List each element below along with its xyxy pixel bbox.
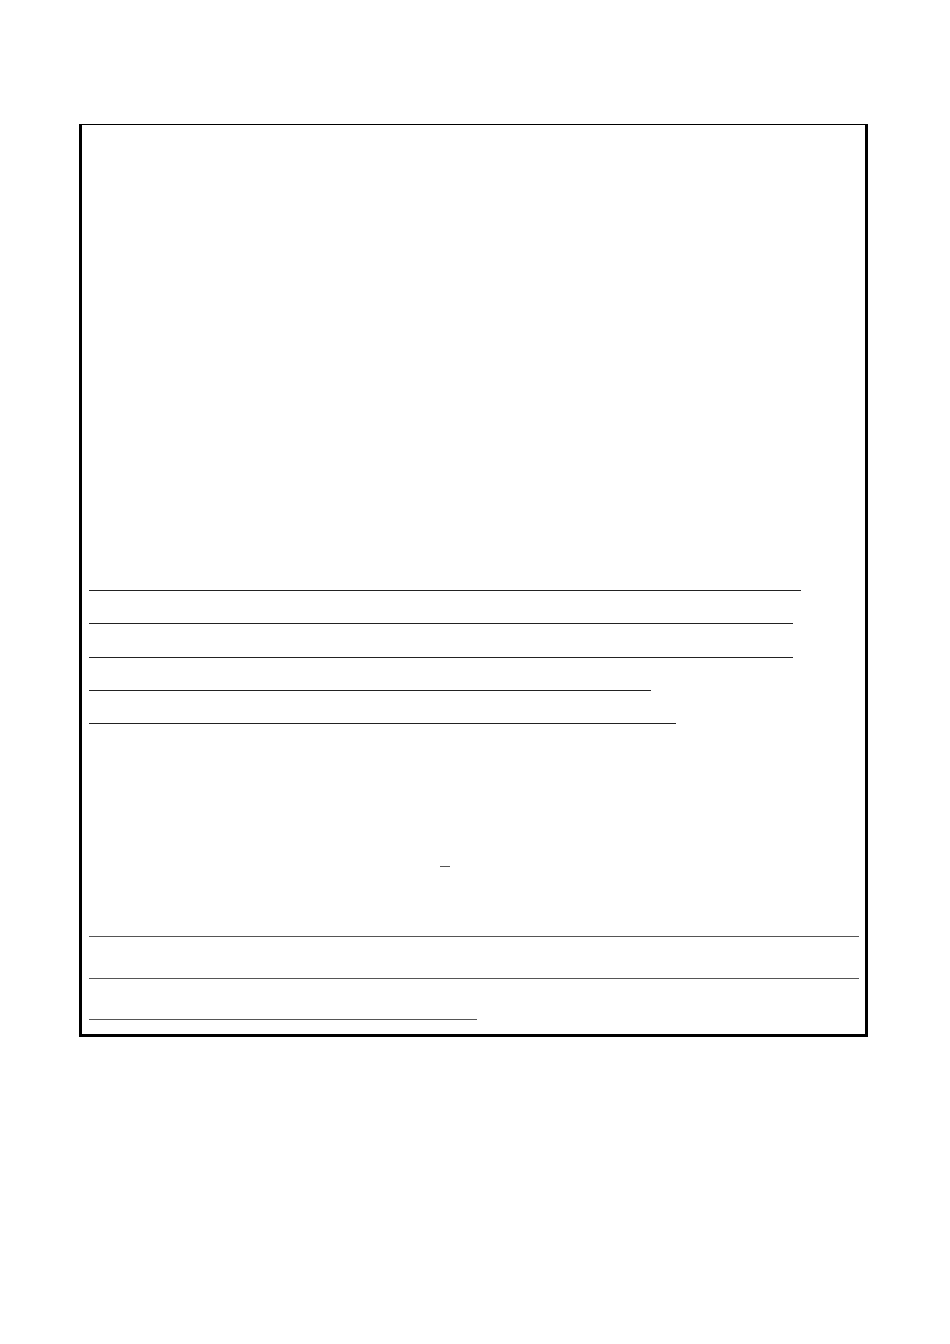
writing-line-1[interactable] — [89, 590, 801, 591]
lesson-plan-frame — [79, 124, 868, 1037]
writing-line-2[interactable] — [89, 623, 793, 624]
reflection-line-2[interactable] — [89, 978, 859, 979]
task-underline — [440, 866, 450, 867]
reflection-line-3[interactable] — [89, 1019, 477, 1020]
writing-sample-paragraph — [89, 370, 861, 411]
reflection-line-1[interactable] — [89, 936, 859, 937]
writing-line-4[interactable] — [89, 690, 651, 691]
writing-line-5[interactable] — [89, 723, 676, 724]
writing-line-3[interactable] — [89, 657, 793, 658]
